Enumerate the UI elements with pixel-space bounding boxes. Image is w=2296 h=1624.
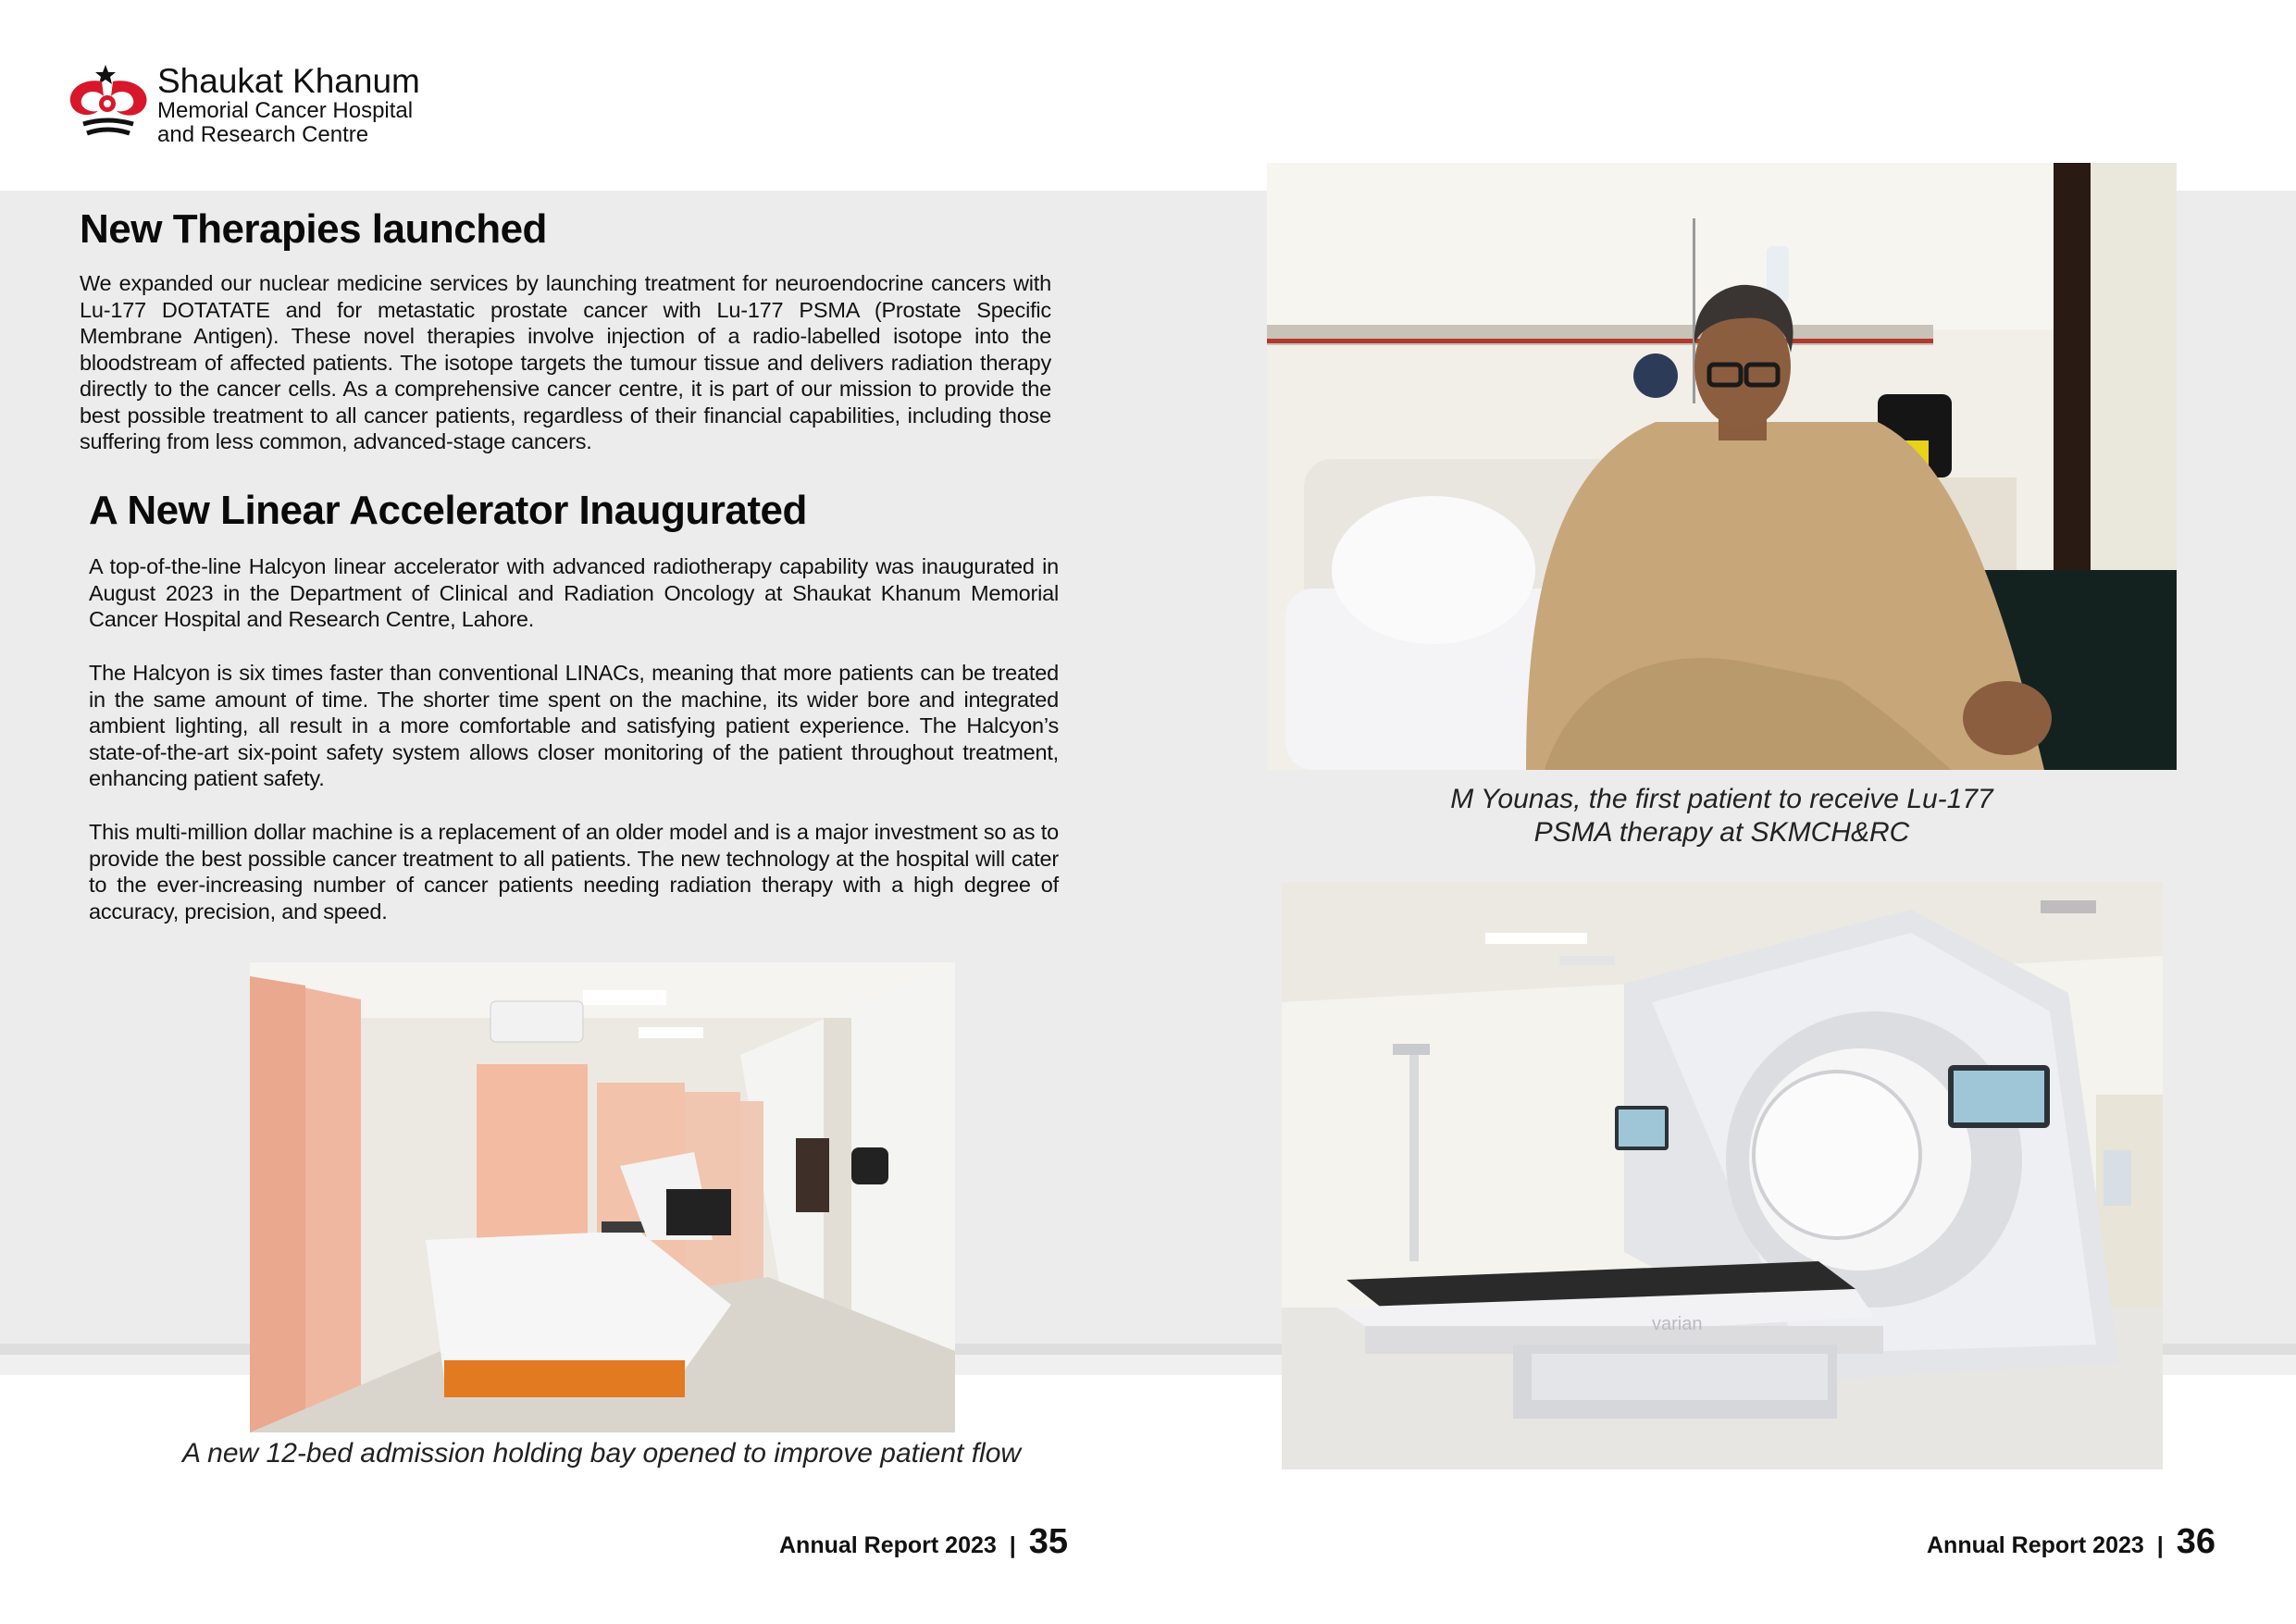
footer-right-separator: |	[2156, 1532, 2164, 1558]
linac-paragraph-3: This multi-million dollar machine is a replacement of an older model and is a major investment so as to provide the best possible cancer treatment to all patients. The new technology at the hospital will cater to the ever-increasing number of cancer patients needing radiation therapy with a high degree of accuracy, precision, and speed.	[89, 820, 1059, 924]
page-number-left: 35	[1028, 1522, 1069, 1561]
patient-caption-line1: M Younas, the first patient to receive Lu-177	[1450, 784, 1993, 814]
patient-caption-line2: PSMA therapy at SKMCH&RC	[1533, 817, 1910, 848]
logo-title: Shaukat Khanum	[157, 62, 420, 100]
logo-subtitle-line1: Memorial Cancer Hospital	[157, 98, 414, 123]
halcyon-linac-photo	[1282, 882, 2163, 1469]
heading-linear-accelerator: A New Linear Accelerator Inaugurated	[89, 488, 807, 533]
footer-left-label: Annual Report 2023	[779, 1532, 997, 1558]
linac-paragraph-2: The Halcyon is six times faster than conventional LINACs, meaning that more patients can be treated in the same amount of time. The shorter time spent on the machine, its wider bore and integrated ambient lighting, all result in a more comfortable and satisfying patient experience. The Halcyon’s state-of-the-art six-point safety system allows closer monitoring of the patient throughout treatment, enhancing patient safety.	[89, 661, 1059, 790]
holding-bay-caption: A new 12-bed admission holding bay opened to improve patient flow	[181, 1438, 1022, 1469]
logo-subtitle-line2: and Research Centre	[157, 122, 369, 147]
varian-brand-label: varian	[1652, 1314, 1703, 1334]
patient-photo	[1267, 163, 2177, 770]
footer-left-separator: |	[1009, 1532, 1016, 1558]
footer-right	[1927, 1522, 2215, 1563]
footer-right-label: Annual Report 2023	[1927, 1532, 2144, 1558]
footer-left	[779, 1522, 1068, 1563]
hospital-logo	[65, 61, 453, 146]
page-number-right: 36	[2176, 1522, 2216, 1561]
heading-new-therapies: New Therapies launched	[80, 206, 547, 252]
linac-paragraph-1: A top-of-the-line Halcyon linear accelerator with advanced radiotherapy capability was inaugurated in August 2023 in the Department of Clinical and Radiation Oncology at Shaukat Khanum Memorial Cancer Hospital and Research Centre, Lahore.	[89, 554, 1059, 631]
new-therapies-paragraph: We expanded our nuclear medicine services by launching treatment for neuroendocrine cancers with Lu-177 DOTATATE and for metastatic prostate cancer with Lu-177 PSMA (Prostate Specific Membrane Antigen). These novel therapies involve injection of a radio-labelled isotope into the bloodstream of affected patients. The isotope targets the tumour tissue and delivers radiation therapy directly to the cancer cells. As a comprehensive cancer centre, it is part of our mission to provide the best possible treatment to all cancer patients, regardless of their financial capabilities, including those suffering from less common, advanced-stage cancers.	[80, 271, 1051, 453]
hospital-logo-icon	[65, 61, 154, 146]
holding-bay-photo	[250, 962, 955, 1432]
